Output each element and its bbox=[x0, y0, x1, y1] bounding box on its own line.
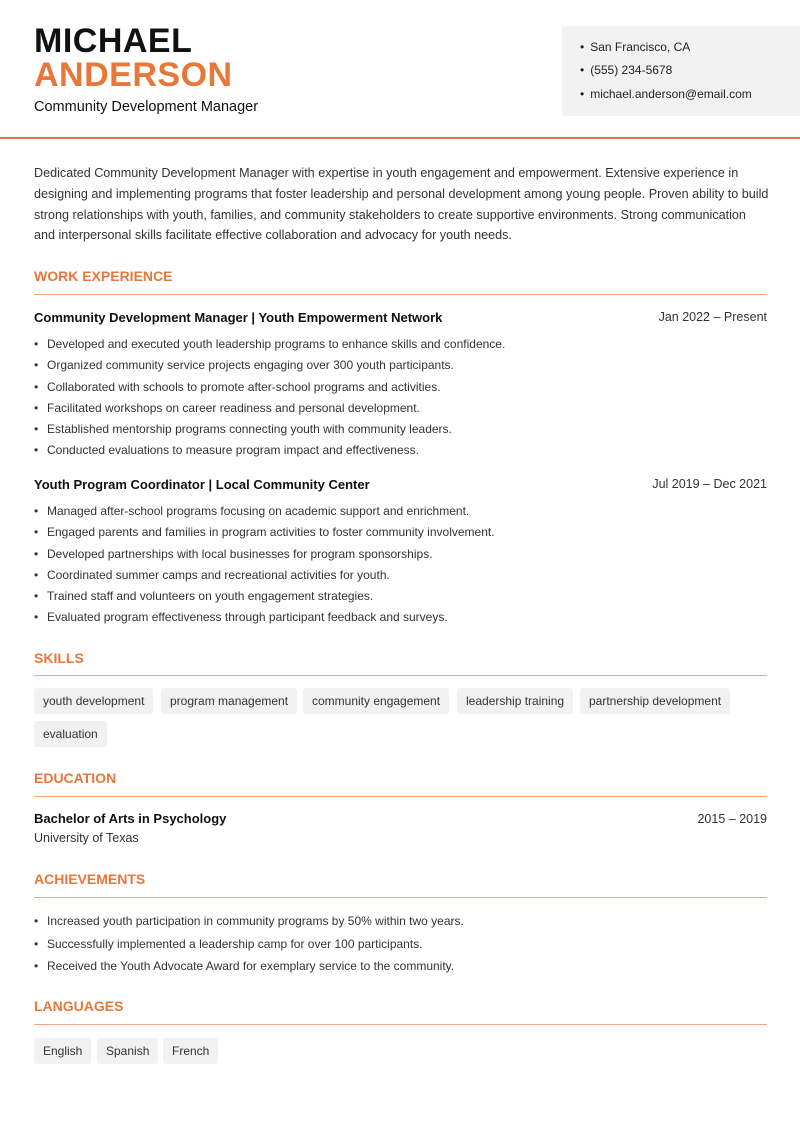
list-item: • Developed and executed youth leadership programs to enhance skills and confidence. bbox=[34, 336, 774, 357]
contact-phone: • (555) 234-5678 bbox=[580, 63, 672, 77]
achievements-heading: ACHIEVEMENTS bbox=[34, 871, 146, 887]
job-dates-1: Jan 2022 – Present bbox=[658, 310, 767, 324]
skill-tag: partnership development bbox=[580, 688, 730, 714]
degree: Bachelor of Arts in Psychology bbox=[34, 811, 227, 826]
job-dates-2: Jul 2019 – Dec 2021 bbox=[652, 477, 767, 491]
contact-email[interactable]: • michael.anderson@email.com bbox=[580, 87, 752, 101]
job-title-2: Youth Program Coordinator | Local Community Center bbox=[34, 477, 370, 492]
section-divider bbox=[34, 1024, 767, 1025]
job-title: Community Development Manager bbox=[34, 99, 259, 115]
list-item: • Evaluated program effectiveness through participant feedback and surveys. bbox=[34, 609, 774, 630]
skill-tag: youth development bbox=[34, 688, 153, 714]
last-name: ANDERSON bbox=[34, 56, 233, 94]
language-tag: French bbox=[163, 1038, 218, 1064]
languages-heading: LANGUAGES bbox=[34, 998, 124, 1014]
job-bullets-1 bbox=[34, 336, 774, 464]
list-item: • Conducted evaluations to measure program impact and effectiveness. bbox=[34, 442, 774, 463]
education-heading: EDUCATION bbox=[34, 770, 117, 786]
list-item: • Trained staff and volunteers on youth engagement strategies. bbox=[34, 588, 774, 609]
list-item: • Successfully implemented a leadership camp for over 100 participants. bbox=[34, 936, 774, 959]
list-item: • Managed after-school programs focusing on academic support and enrichment. bbox=[34, 503, 774, 524]
resume-header bbox=[0, 0, 800, 139]
professional-summary: Dedicated Community Development Manager with expertise in youth engagement and empowerment. Extensive experience in designing and implementing programs that foster leadership and personal development among young people. Proven ability to build strong relationships with youth, families, and community stakeholders to create supportive environments. Strong communication and interpersonal skills facilitate effective collaboration and advocacy for youth needs. bbox=[34, 166, 769, 243]
skill-tag: evaluation bbox=[34, 721, 107, 747]
work-experience-heading: WORK EXPERIENCE bbox=[34, 268, 173, 284]
skill-tag: community engagement bbox=[303, 688, 449, 714]
job-title-1: Community Development Manager | Youth Empowerment Network bbox=[34, 310, 443, 325]
section-divider bbox=[34, 675, 767, 676]
skill-tag: leadership training bbox=[457, 688, 573, 714]
first-name: MICHAEL bbox=[34, 22, 193, 60]
list-item: • Collaborated with schools to promote after-school programs and activities. bbox=[34, 379, 774, 400]
list-item: • Engaged parents and families in program activities to foster community involvement. bbox=[34, 524, 774, 545]
skills-heading: SKILLS bbox=[34, 650, 84, 666]
education-dates: 2015 – 2019 bbox=[697, 812, 767, 826]
list-item: • Organized community service projects engaging over 300 youth participants. bbox=[34, 357, 774, 378]
school: University of Texas bbox=[34, 831, 139, 845]
list-item: • Developed partnerships with local businesses for program sponsorships. bbox=[34, 546, 774, 567]
language-tag: English bbox=[34, 1038, 91, 1064]
list-item: • Facilitated workshops on career readiness and personal development. bbox=[34, 400, 774, 421]
contact-box bbox=[562, 26, 800, 116]
list-item: • Established mentorship programs connecting youth with community leaders. bbox=[34, 421, 774, 442]
skill-tag: program management bbox=[161, 688, 297, 714]
section-divider bbox=[34, 294, 767, 295]
achievements-list bbox=[34, 913, 774, 981]
list-item: • Increased youth participation in community programs by 50% within two years. bbox=[34, 913, 774, 936]
contact-location: • San Francisco, CA bbox=[580, 40, 690, 54]
section-divider bbox=[34, 897, 767, 898]
list-item: • Coordinated summer camps and recreational activities for youth. bbox=[34, 567, 774, 588]
job-bullets-2 bbox=[34, 503, 774, 631]
section-divider bbox=[34, 796, 767, 797]
list-item: • Received the Youth Advocate Award for exemplary service to the community. bbox=[34, 958, 774, 981]
language-tag: Spanish bbox=[97, 1038, 158, 1064]
